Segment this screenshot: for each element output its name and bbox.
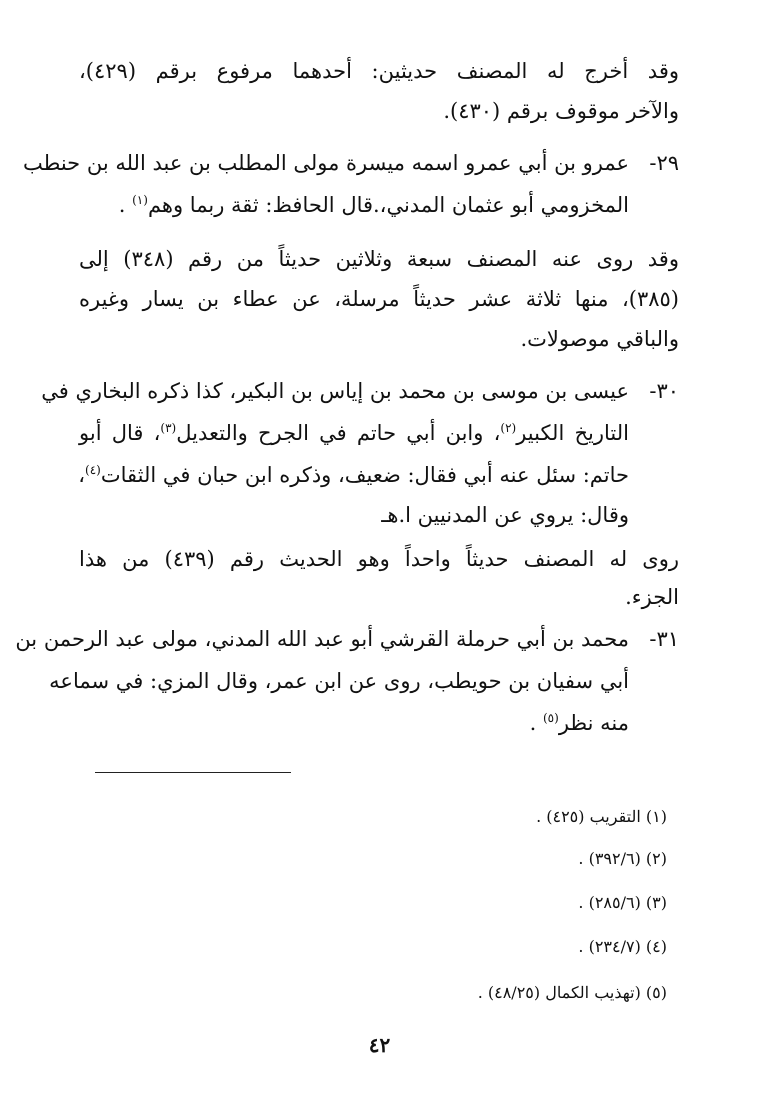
- footnote-ref-1: (١): [132, 193, 148, 207]
- entry-31-tail: .: [529, 711, 537, 735]
- entry-30-number: ٣٠-: [649, 379, 679, 403]
- entry-30-line-2a: التاريخ الكبير: [516, 421, 629, 445]
- paragraph-3-line-1: روى له المصنف حديثاً واحداً وهو الحديث رقم (٤٣٩) من هذا: [79, 547, 679, 571]
- footnote-4: (٤) (٢٣٤/٧) .: [578, 937, 667, 956]
- entry-31-line-2: أبي سفيان بن حويطب، روى عن ابن عمر، وقال المزي: في سماعه: [49, 669, 629, 693]
- entry-29-number: ٢٩-: [649, 151, 679, 175]
- entry-30-line-3b: ،: [78, 463, 85, 487]
- entry-29-line-2-text: المخزومي أبو عثمان المدني،.قال الحافظ: ثقة ربما وهم: [147, 193, 629, 217]
- footnote-ref-5: (٥): [542, 711, 559, 725]
- entry-30-line-2c: ، قال أبو: [79, 421, 161, 445]
- entry-31-line-3-text: منه نظر: [558, 711, 629, 735]
- page-number: ٤٢: [368, 1033, 391, 1057]
- entry-31-number: ٣١-: [649, 627, 679, 651]
- entry-30-line-1: عيسى بن موسى بن محمد بن إياس بن البكير، كذا ذكره البخاري في: [41, 379, 629, 403]
- paragraph-2-line-3: والباقي موصولات.: [520, 327, 679, 351]
- footnote-3: (٣) (٢٨٥/٦) .: [578, 893, 667, 912]
- paragraph-2-line-1: وقد روى عنه المصنف سبعة وثلاثين حديثاً من رقم (٣٤٨) إلى: [79, 247, 679, 271]
- entry-30-line-3: [79, 460, 629, 490]
- footnote-ref-2: (٢): [500, 421, 517, 435]
- entry-29-tail: .: [118, 193, 126, 217]
- entry-30-line-4: وقال: يروي عن المدنيين ا.هـ: [381, 503, 629, 527]
- paragraph-3-line-2: الجزء.: [625, 585, 679, 609]
- footnote-2: (٢) (٣٩٢/٦) .: [578, 849, 667, 868]
- entry-30-line-2b: ، وابن أبي حاتم في الجرح والتعديل: [176, 421, 501, 445]
- paragraph-2-line-2: (٣٨٥)، منها ثلاثة عشر حديثاً مرسلة، عن عطاء بن يسار وغيره: [79, 287, 679, 311]
- entry-30-line-2: [79, 418, 629, 448]
- entry-30-line-3a: حاتم: سئل عنه أبي فقال: ضعيف، وذكره ابن حبان في الثقات: [100, 463, 629, 487]
- entry-29-line-2: [79, 190, 629, 220]
- footnote-1: (١) التقريب (٤٢٥) .: [536, 807, 667, 826]
- entry-31-line-1: محمد بن أبي حرملة القرشي أبو عبد الله المدني، مولى عبد الرحمن بن: [15, 627, 629, 651]
- entry-29-line-1: عمرو بن أبي عمرو اسمه ميسرة مولى المطلب بن عبد الله بن حنطب: [23, 151, 629, 175]
- footnote-separator: [95, 772, 291, 773]
- entry-31-line-3: [79, 708, 629, 738]
- paragraph-1-line-2: والآخر موقوف برقم (٤٣٠).: [443, 99, 679, 123]
- footnote-ref-4: (٤): [85, 463, 101, 477]
- footnote-ref-3: (٣): [160, 421, 177, 435]
- footnote-5: (٥) (تهذيب الكمال (٤٨/٢٥) .: [477, 983, 667, 1002]
- paragraph-1-line-1: وقد أخرج له المصنف حديثين: أحدهما مرفوع برقم (٤٢٩)،: [79, 59, 679, 83]
